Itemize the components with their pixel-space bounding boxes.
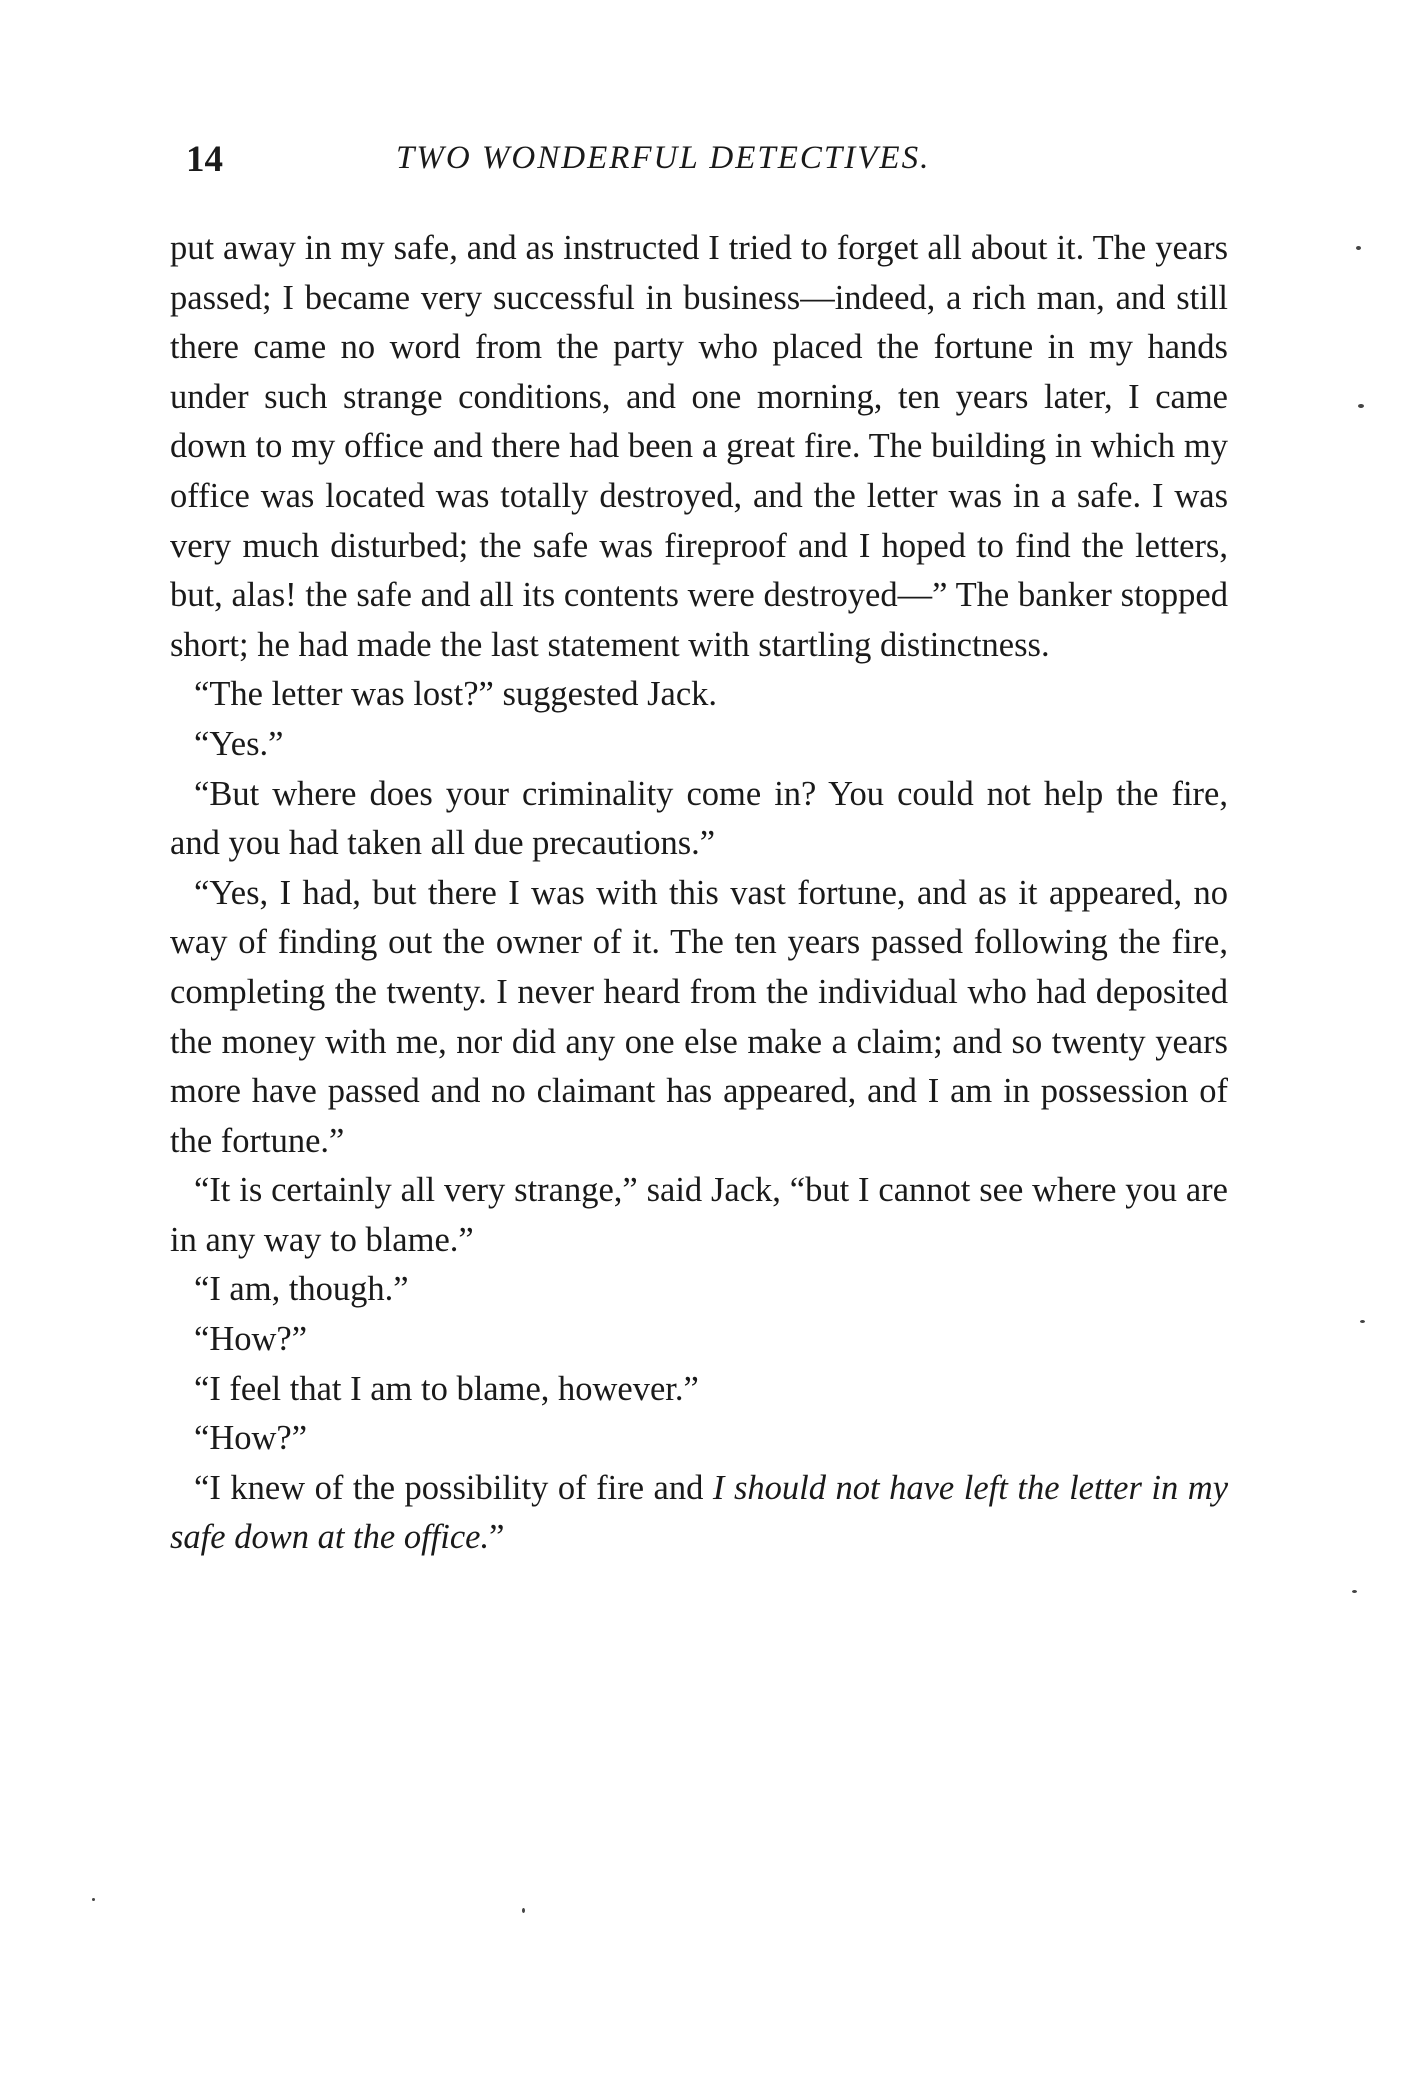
scan-speck: [1352, 1590, 1357, 1593]
paragraph: put away in my safe, and as instructed I tried to forget all about it. The years passed; I became very successful in business—indeed, a rich man, and still there came no word from the party who placed the fortune in my hands under such strange conditions, and one morning, ten years later, I came down to my office and there had been a great fire. The building in which my office was located was totally destroyed, and the letter was in a safe. I was very much disturbed; the safe was fireproof and I hoped to find the letters, but, alas! the safe and all its contents were destroyed—” The banker stopped short; he had made the last statement with startling distinctness.: [170, 229, 1228, 664]
scan-speck: [522, 1908, 525, 1913]
running-head: TWO WONDERFUL DETECTIVES.: [396, 140, 931, 176]
paragraph: “It is certainly all very strange,” said Jack, “but I cannot see where you are in any way to blame.”: [170, 1171, 1228, 1259]
paragraph: “The letter was lost?” suggested Jack.: [194, 675, 718, 714]
page-number: 14: [186, 139, 223, 180]
paragraph: “Yes, I had, but there I was with this vast fortune, and as it appeared, no way of finding out the owner of it. The ten years passed following the fire, completing the twenty. I never heard from the individual who had deposited the money with me, nor did any one else make a claim; and so twenty years more have passed and no claimant has appeared, and I am in possession of the fortune.”: [170, 873, 1228, 1160]
paragraph: “I feel that I am to blame, however.”: [194, 1369, 699, 1408]
scan-speck: [1356, 246, 1361, 250]
paragraph: “I am, though.”: [194, 1270, 409, 1309]
page-header: [186, 138, 1226, 188]
paragraph-last-closing: ”: [489, 1518, 505, 1557]
paragraph-last: [170, 1464, 1228, 1563]
body-text: [170, 224, 1228, 1563]
paragraph: “How?”: [194, 1320, 308, 1359]
scan-speck: [1360, 1320, 1365, 1323]
scan-speck: [92, 1898, 95, 1901]
paragraph: “But where does your criminality come in? You could not help the fire, and you had taken all due precautions.”: [170, 774, 1228, 863]
paragraph: “Yes.”: [194, 724, 284, 763]
paragraph-last-italic: I should not have left the letter in my safe down at the office.: [170, 1468, 1229, 1557]
scan-speck: [1358, 404, 1364, 408]
paragraph-last-roman: “I knew of the possibility of fire and: [194, 1468, 713, 1507]
paragraph: “How?”: [194, 1419, 308, 1458]
